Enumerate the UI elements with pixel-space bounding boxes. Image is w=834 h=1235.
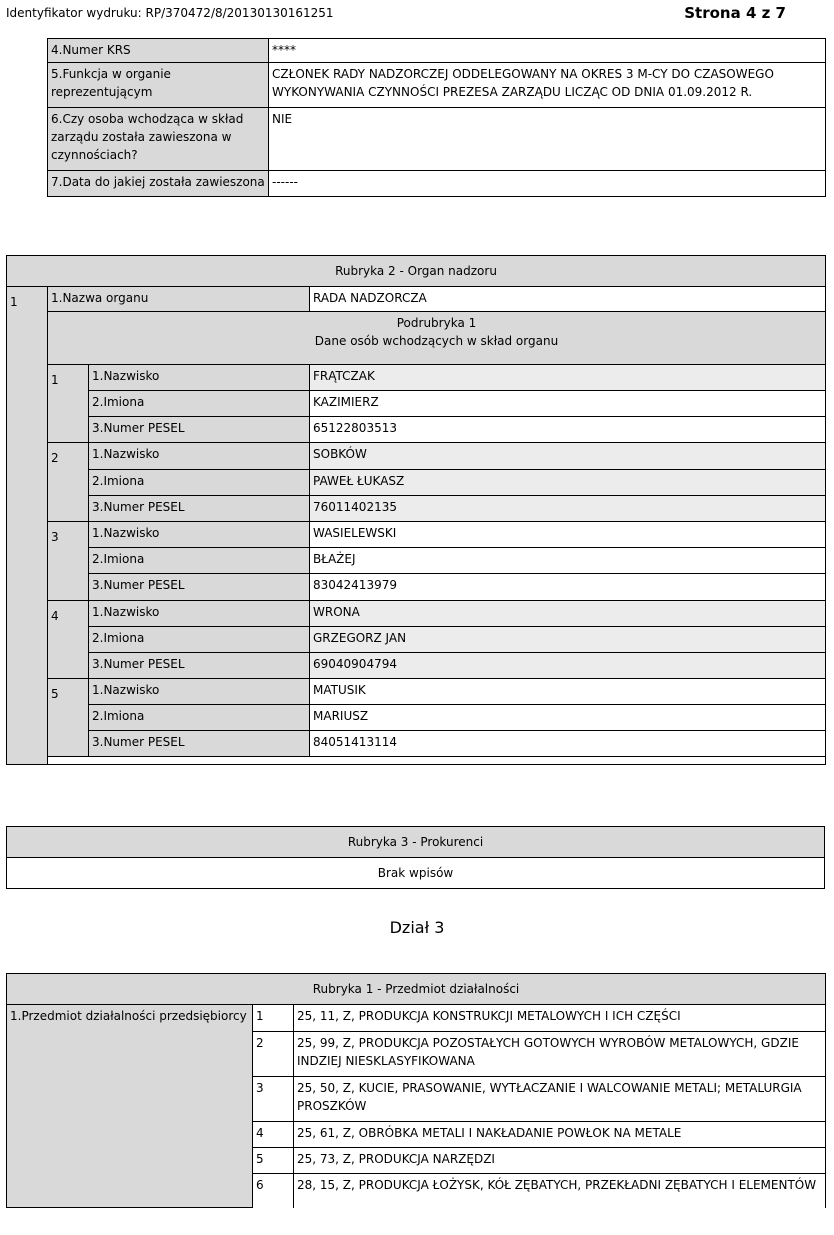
activity-text: 25, 11, Z, PRODUKCJA KONSTRUKCJI METALOWYCH I ICH CZĘŚCI: [294, 1005, 826, 1032]
activity-index: 1: [253, 1005, 294, 1032]
subsection-title: [48, 312, 826, 365]
surname-value: WASIELEWSKI: [310, 522, 826, 548]
activity-text: 28, 15, Z, PRODUKCJA ŁOŻYSK, KÓŁ ZĘBATYCH, PRZEKŁADNI ZĘBATYCH I ELEMENTÓW: [294, 1174, 826, 1208]
names-label: 2.Imiona: [89, 391, 310, 417]
surname-label: 1.Nazwisko: [89, 679, 310, 705]
activity-text: 25, 99, Z, PRODUKCJA POZOSTAŁYCH GOTOWYCH WYROBÓW METALOWYCH, GDZIE INDZIEJ NIESKLASYFIKOWANA: [294, 1032, 826, 1077]
pesel-label: 3.Numer PESEL: [89, 574, 310, 601]
surname-value: WRONA: [310, 601, 826, 627]
pesel-value: 84051413114: [310, 731, 826, 757]
names-label: 2.Imiona: [89, 470, 310, 496]
krs-label: 4.Numer KRS: [48, 39, 269, 63]
proxies-section: [6, 826, 825, 889]
business-activity-section: [6, 973, 826, 1208]
pesel-label: 3.Numer PESEL: [89, 496, 310, 522]
section-title: Rubryka 3 - Prokurenci: [7, 827, 825, 858]
surname-label: 1.Nazwisko: [89, 601, 310, 627]
suspended-value: NIE: [269, 108, 826, 171]
surname-label: 1.Nazwisko: [89, 522, 310, 548]
function-value: CZŁONEK RADY NADZORCZEJ ODDELEGOWANY NA OKRES 3 M-CY DO CZASOWEGO WYKONYWANIA CZYNNOŚCI PREZESA ZARZĄDU LICZĄC OD DNIA 01.09.2012 R.: [269, 63, 826, 108]
organ-name-label: 1.Nazwa organu: [48, 287, 310, 312]
function-label: 5.Funkcja w organie reprezentującym: [48, 63, 269, 108]
surname-label: 1.Nazwisko: [89, 443, 310, 470]
names-value: MARIUSZ: [310, 705, 826, 731]
pesel-value: 76011402135: [310, 496, 826, 522]
subsection-title-line2: Dane osób wchodzących w skład organu: [314, 334, 559, 348]
surname-value: SOBKÓW: [310, 443, 826, 470]
person-index: 4: [48, 601, 89, 679]
section-title: Rubryka 2 - Organ nadzoru: [7, 256, 826, 287]
subsection-title-line1: Podrubryka 1: [396, 316, 477, 330]
activity-index: 2: [253, 1032, 294, 1077]
pesel-label: 3.Numer PESEL: [89, 731, 310, 757]
names-value: KAZIMIERZ: [310, 391, 826, 417]
supervisory-board-section: [6, 255, 826, 765]
print-identifier: Identyfikator wydruku: RP/370472/8/20130130161251: [6, 6, 334, 20]
person-index: 5: [48, 679, 89, 757]
surname-label: 1.Nazwisko: [89, 365, 310, 391]
activity-index: 6: [253, 1174, 294, 1208]
organ-name-value: RADA NADZORCZA: [310, 287, 826, 312]
surname-value: MATUSIK: [310, 679, 826, 705]
person-index: 3: [48, 522, 89, 601]
names-label: 2.Imiona: [89, 627, 310, 653]
page-number: Strona 4 z 7: [684, 4, 786, 22]
person-index: 1: [48, 365, 89, 443]
suspended-date-value: ------: [269, 171, 826, 197]
suspended-date-label: 7.Data do jakiej została zawieszona: [48, 171, 269, 197]
activity-text: 25, 73, Z, PRODUKCJA NARZĘDZI: [294, 1148, 826, 1174]
suspended-label: 6.Czy osoba wchodząca w skład zarządu została zawieszona w czynnościach?: [48, 108, 269, 171]
no-entries-text: Brak wpisów: [7, 858, 825, 889]
activity-text: 25, 61, Z, OBRÓBKA METALI I NAKŁADANIE POWŁOK NA METALE: [294, 1122, 826, 1148]
entry-index: 1: [7, 287, 48, 765]
activity-index: 4: [253, 1122, 294, 1148]
section-spacer: [48, 757, 826, 765]
names-value: BŁAŻEJ: [310, 548, 826, 574]
names-value: GRZEGORZ JAN: [310, 627, 826, 653]
section-title: Rubryka 1 - Przedmiot działalności: [7, 974, 826, 1005]
activity-index: 3: [253, 1077, 294, 1122]
person-index: 2: [48, 443, 89, 522]
krs-value: ****: [269, 39, 826, 63]
pesel-label: 3.Numer PESEL: [89, 653, 310, 679]
pesel-value: 83042413979: [310, 574, 826, 601]
names-value: PAWEŁ ŁUKASZ: [310, 470, 826, 496]
activity-index: 5: [253, 1148, 294, 1174]
surname-value: FRĄTCZAK: [310, 365, 826, 391]
pesel-value: 69040904794: [310, 653, 826, 679]
pesel-label: 3.Numer PESEL: [89, 417, 310, 443]
pesel-value: 65122803513: [310, 417, 826, 443]
activity-label: 1.Przedmiot działalności przedsiębiorcy: [7, 1005, 253, 1208]
activity-text: 25, 50, Z, KUCIE, PRASOWANIE, WYTŁACZANIE I WALCOWANIE METALI; METALURGIA PROSZKÓW: [294, 1077, 826, 1122]
division-heading: Dział 3: [389, 918, 445, 937]
names-label: 2.Imiona: [89, 705, 310, 731]
names-label: 2.Imiona: [89, 548, 310, 574]
board-member-table: [47, 38, 826, 197]
